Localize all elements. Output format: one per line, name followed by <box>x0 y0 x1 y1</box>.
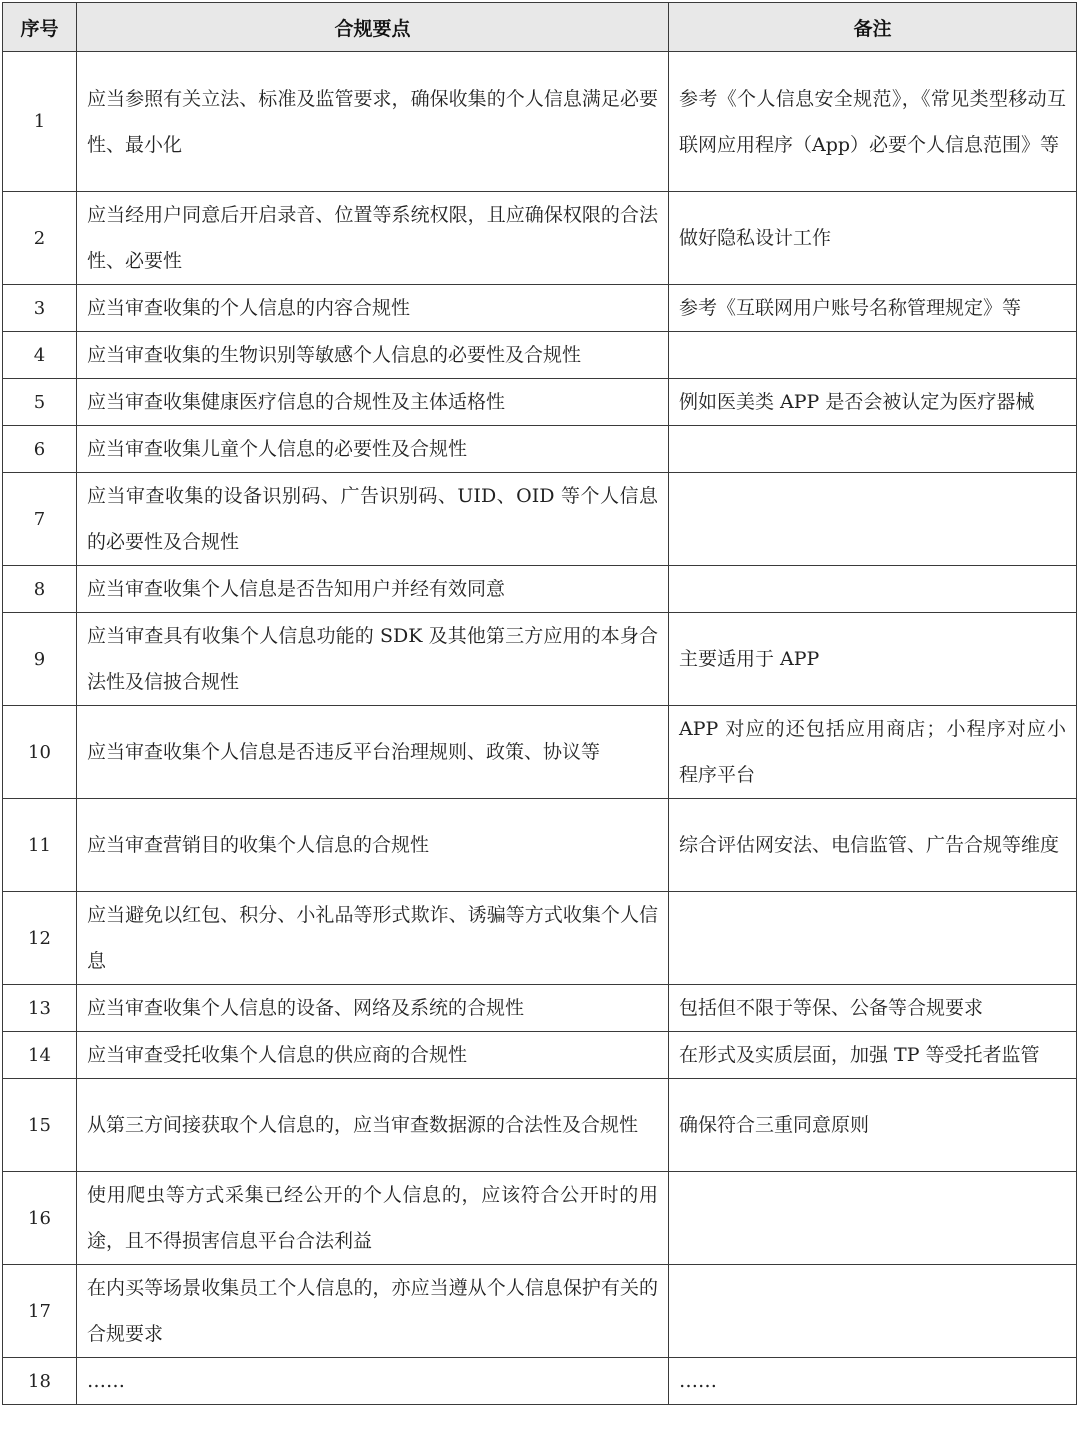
row-compliance-point: 应当审查收集儿童个人信息的必要性及合规性 <box>77 426 669 473</box>
row-compliance-point: 应当参照有关立法、标准及监管要求，确保收集的个人信息满足必要性、最小化 <box>77 52 669 192</box>
row-note <box>669 892 1077 985</box>
row-number: 5 <box>3 379 77 426</box>
row-compliance-point: 使用爬虫等方式采集已经公开的个人信息的，应该符合公开时的用途，且不得损害信息平台合法利益 <box>77 1172 669 1265</box>
row-number: 9 <box>3 613 77 706</box>
row-note <box>669 426 1077 473</box>
row-compliance-point: 应当审查收集的个人信息的内容合规性 <box>77 285 669 332</box>
row-compliance-point: 应当审查收集的生物识别等敏感个人信息的必要性及合规性 <box>77 332 669 379</box>
table-row <box>3 1079 1077 1172</box>
table-row <box>3 1358 1077 1405</box>
row-compliance-point: 应当避免以红包、积分、小礼品等形式欺诈、诱骗等方式收集个人信息 <box>77 892 669 985</box>
row-note <box>669 1265 1077 1358</box>
table-row <box>3 1172 1077 1265</box>
row-number: 11 <box>3 799 77 892</box>
row-number: 2 <box>3 192 77 285</box>
row-note: 在形式及实质层面，加强 TP 等受托者监管 <box>669 1032 1077 1079</box>
row-number: 4 <box>3 332 77 379</box>
row-note <box>669 332 1077 379</box>
row-compliance-point: 从第三方间接获取个人信息的，应当审查数据源的合法性及合规性 <box>77 1079 669 1172</box>
table-header-row <box>3 3 1077 52</box>
row-note: 综合评估网安法、电信监管、广告合规等维度 <box>669 799 1077 892</box>
row-note <box>669 1172 1077 1265</box>
row-note: 例如医美类 APP 是否会被认定为医疗器械 <box>669 379 1077 426</box>
table-row <box>3 985 1077 1032</box>
row-compliance-point: 应当经用户同意后开启录音、位置等系统权限，且应确保权限的合法性、必要性 <box>77 192 669 285</box>
row-number: 12 <box>3 892 77 985</box>
row-compliance-point: 应当审查具有收集个人信息功能的 SDK 及其他第三方应用的本身合法性及信披合规性 <box>77 613 669 706</box>
row-compliance-point: 应当审查收集个人信息是否违反平台治理规则、政策、协议等 <box>77 706 669 799</box>
row-note <box>669 473 1077 566</box>
table-row <box>3 332 1077 379</box>
row-compliance-point: 应当审查收集的设备识别码、广告识别码、UID、OID 等个人信息的必要性及合规性 <box>77 473 669 566</box>
table-row <box>3 566 1077 613</box>
row-number: 1 <box>3 52 77 192</box>
row-compliance-point: 在内买等场景收集员工个人信息的，亦应当遵从个人信息保护有关的合规要求 <box>77 1265 669 1358</box>
compliance-table <box>2 2 1077 1405</box>
row-note <box>669 566 1077 613</box>
compliance-table-container <box>2 2 1076 1405</box>
row-note: 包括但不限于等保、公备等合规要求 <box>669 985 1077 1032</box>
table-row <box>3 285 1077 332</box>
row-number: 13 <box>3 985 77 1032</box>
row-compliance-point: 应当审查营销目的收集个人信息的合规性 <box>77 799 669 892</box>
table-row <box>3 1265 1077 1358</box>
table-row <box>3 799 1077 892</box>
row-number: 10 <box>3 706 77 799</box>
row-compliance-point: 应当审查受托收集个人信息的供应商的合规性 <box>77 1032 669 1079</box>
table-row <box>3 52 1077 192</box>
table-row <box>3 1032 1077 1079</box>
row-number: 15 <box>3 1079 77 1172</box>
row-number: 18 <box>3 1358 77 1405</box>
row-note: 确保符合三重同意原则 <box>669 1079 1077 1172</box>
row-number: 16 <box>3 1172 77 1265</box>
row-compliance-point: 应当审查收集健康医疗信息的合规性及主体适格性 <box>77 379 669 426</box>
row-note: 参考《个人信息安全规范》，《常见类型移动互联网应用程序（App）必要个人信息范围》等 <box>669 52 1077 192</box>
table-row <box>3 613 1077 706</box>
row-number: 7 <box>3 473 77 566</box>
table-row <box>3 706 1077 799</box>
row-number: 6 <box>3 426 77 473</box>
row-compliance-point: 应当审查收集个人信息的设备、网络及系统的合规性 <box>77 985 669 1032</box>
row-number: 17 <box>3 1265 77 1358</box>
table-row <box>3 892 1077 985</box>
header-number: 序号 <box>3 3 77 52</box>
row-number: 3 <box>3 285 77 332</box>
row-note: 主要适用于 APP <box>669 613 1077 706</box>
table-row <box>3 379 1077 426</box>
table-row <box>3 426 1077 473</box>
table-row <box>3 192 1077 285</box>
header-note: 备注 <box>669 3 1077 52</box>
row-note: 做好隐私设计工作 <box>669 192 1077 285</box>
row-compliance-point: …… <box>77 1358 669 1405</box>
row-note: 参考《互联网用户账号名称管理规定》等 <box>669 285 1077 332</box>
table-row <box>3 473 1077 566</box>
row-note: …… <box>669 1358 1077 1405</box>
header-compliance-point: 合规要点 <box>77 3 669 52</box>
row-number: 14 <box>3 1032 77 1079</box>
row-compliance-point: 应当审查收集个人信息是否告知用户并经有效同意 <box>77 566 669 613</box>
row-note: APP 对应的还包括应用商店；小程序对应小程序平台 <box>669 706 1077 799</box>
row-number: 8 <box>3 566 77 613</box>
